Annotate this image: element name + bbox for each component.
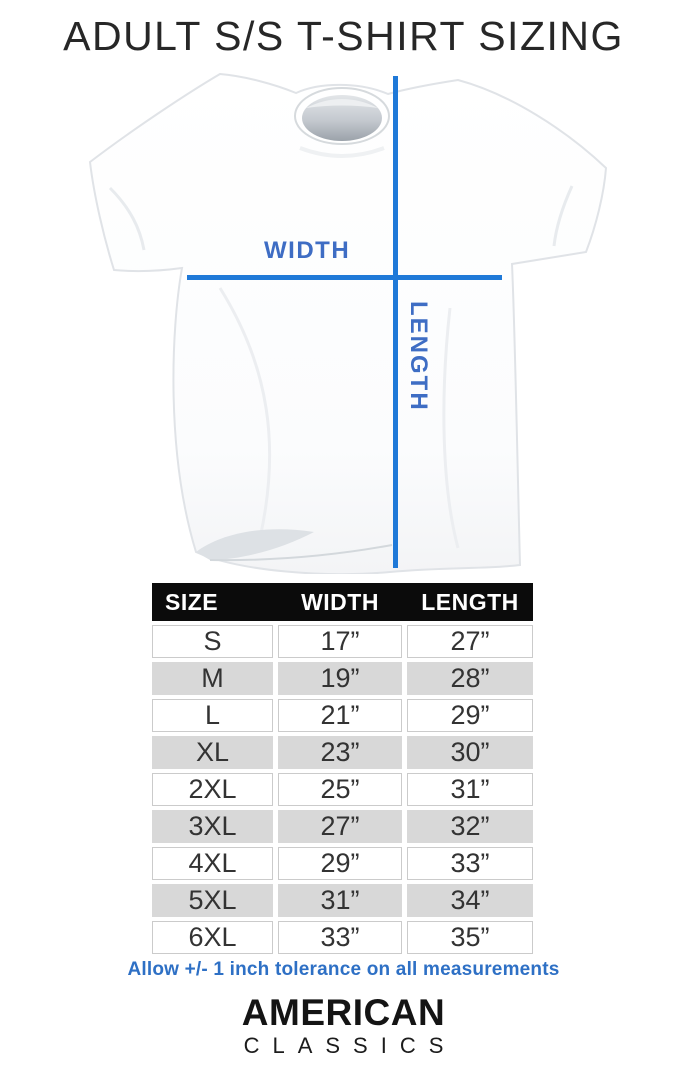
header-width: WIDTH xyxy=(301,588,379,615)
table-row xyxy=(152,625,533,658)
page-title: ADULT S/S T-SHIRT SIZING xyxy=(63,13,624,59)
length-label: LENGTH xyxy=(405,301,432,412)
size-cell: 5XL xyxy=(152,884,273,917)
table-row xyxy=(152,884,533,917)
size-cell: S xyxy=(152,625,273,658)
length-cell: 34” xyxy=(407,884,533,917)
width-cell: 27” xyxy=(278,810,402,843)
length-cell: 27” xyxy=(407,625,533,658)
width-cell: 25” xyxy=(278,773,402,806)
size-chart-table xyxy=(152,583,533,954)
size-cell: 2XL xyxy=(152,773,273,806)
length-cell: 30” xyxy=(407,736,533,769)
size-cell: XL xyxy=(152,736,273,769)
brand-logo xyxy=(0,994,687,1057)
length-cell: 33” xyxy=(407,847,533,880)
width-cell: 17” xyxy=(278,625,402,658)
width-cell: 33” xyxy=(278,921,402,954)
length-cell: 35” xyxy=(407,921,533,954)
width-cell: 31” xyxy=(278,884,402,917)
header-length: LENGTH xyxy=(421,588,519,615)
table-header-row xyxy=(152,583,533,621)
width-label: WIDTH xyxy=(264,237,351,264)
width-measure-line xyxy=(187,275,502,280)
width-cell: 23” xyxy=(278,736,402,769)
table-row xyxy=(152,921,533,954)
tolerance-note: Allow +/- 1 inch tolerance on all measurements xyxy=(127,959,560,980)
table-row xyxy=(152,699,533,732)
tshirt-graphic xyxy=(70,68,618,574)
length-cell: 32” xyxy=(407,810,533,843)
brand-name-bottom: CLASSICS xyxy=(243,1033,457,1058)
length-cell: 29” xyxy=(407,699,533,732)
tshirt-body-shape xyxy=(90,74,606,574)
table-row xyxy=(152,810,533,843)
table-row xyxy=(152,773,533,806)
length-cell: 28” xyxy=(407,662,533,695)
header-size: SIZE xyxy=(165,588,219,615)
table-row xyxy=(152,662,533,695)
table-row xyxy=(152,847,533,880)
table-row xyxy=(152,736,533,769)
size-cell: L xyxy=(152,699,273,732)
width-cell: 19” xyxy=(278,662,402,695)
length-cell: 31” xyxy=(407,773,533,806)
size-cell: M xyxy=(152,662,273,695)
size-cell: 4XL xyxy=(152,847,273,880)
width-cell: 21” xyxy=(278,699,402,732)
brand-name-top: AMERICAN xyxy=(241,992,446,1033)
width-cell: 29” xyxy=(278,847,402,880)
tshirt-illustration xyxy=(70,68,618,574)
size-cell: 3XL xyxy=(152,810,273,843)
size-cell: 6XL xyxy=(152,921,273,954)
length-measure-line xyxy=(393,76,398,568)
